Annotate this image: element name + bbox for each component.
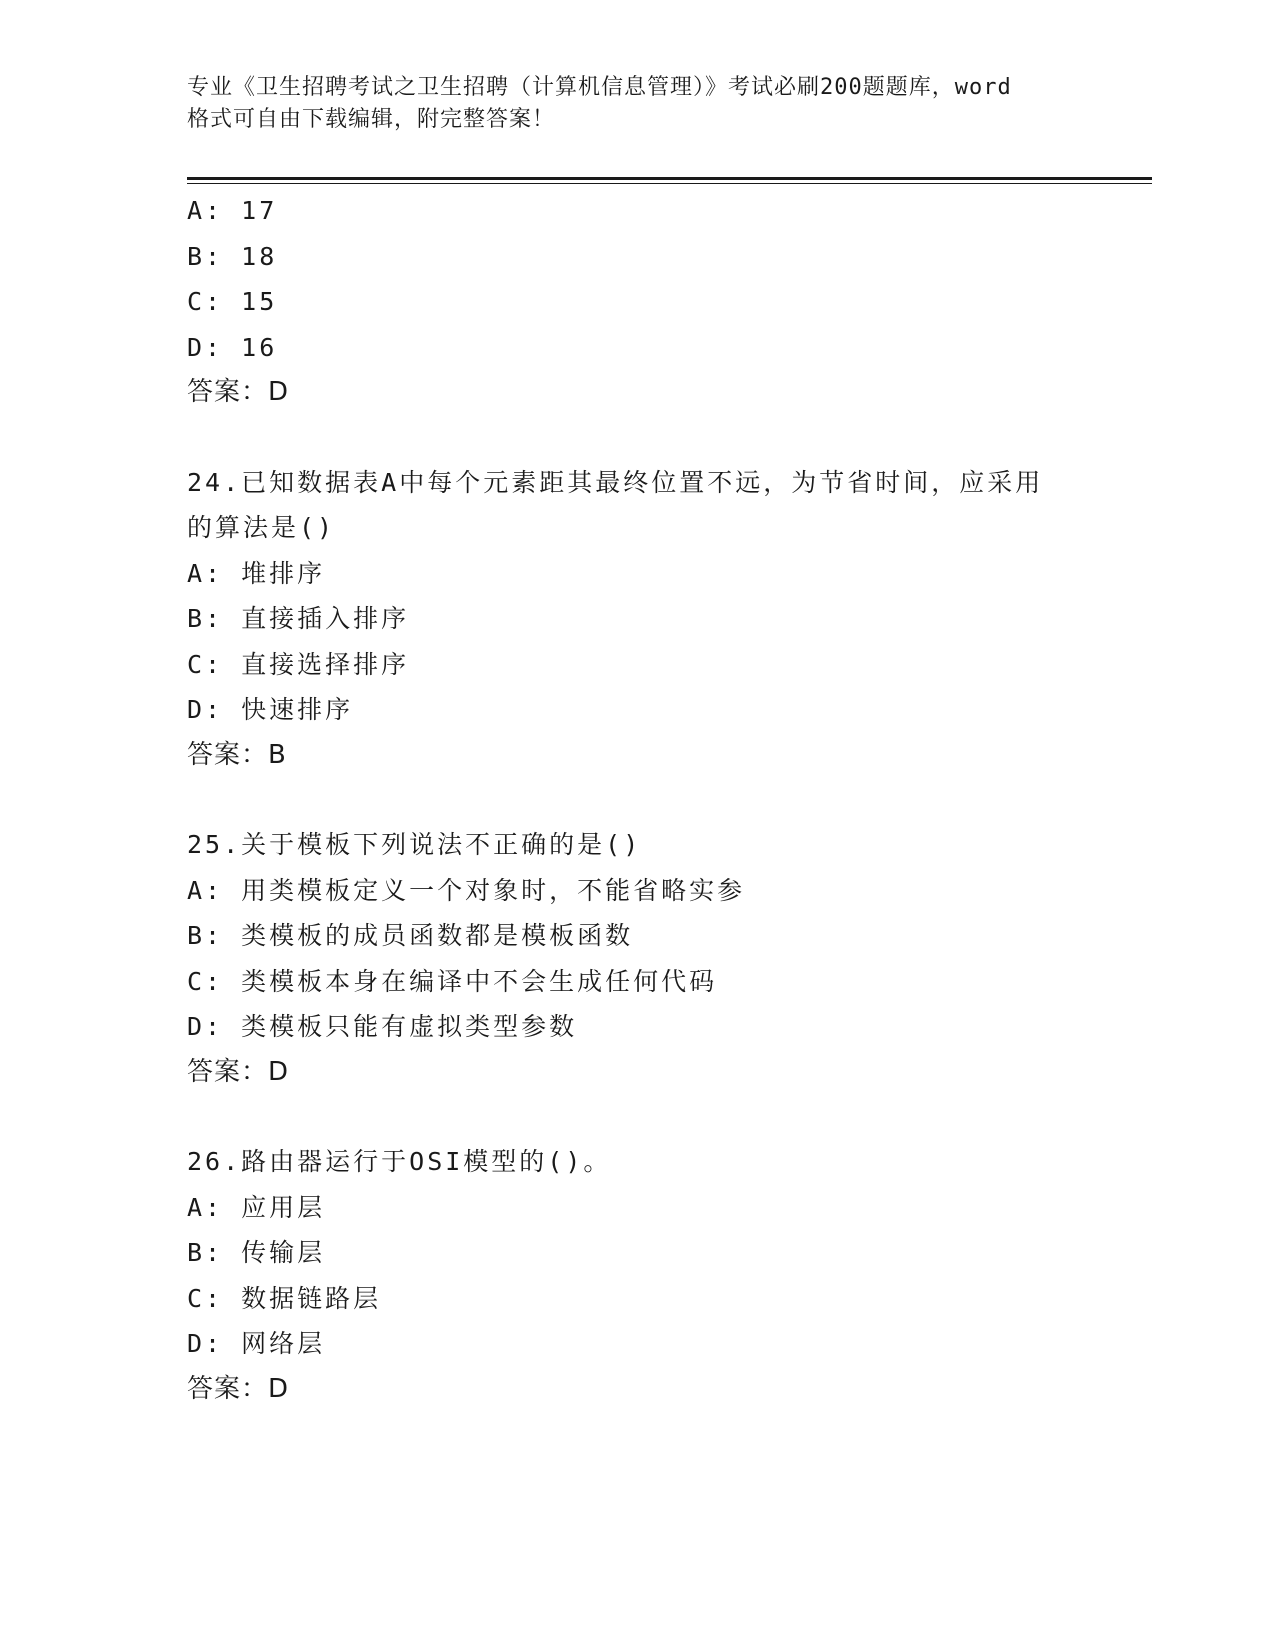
header-divider-thick: [187, 177, 1152, 180]
answer: 答案：D: [187, 377, 290, 407]
option-d: D: 16: [187, 332, 278, 362]
spacer: [187, 778, 1087, 822]
spacer: [187, 416, 1087, 460]
question-25: [187, 822, 1087, 1095]
answer: 答案：B: [187, 739, 287, 770]
spacer: [187, 1095, 1087, 1139]
header-line-1: 专业《卫生招聘考试之卫生招聘（计算机信息管理）》考试必刷200题题库，word: [187, 75, 1012, 100]
option-d: D: 类模板只能有虚拟类型参数: [187, 1012, 578, 1041]
option-c: C: 数据链路层: [187, 1283, 382, 1313]
option-c: C: 类模板本身在编译中不会生成任何代码: [187, 966, 718, 996]
answer: 答案：D: [187, 1056, 290, 1087]
option-b: B: 传输层: [187, 1238, 326, 1267]
option-b: B: 18: [187, 241, 278, 271]
option-d: D: 网络层: [187, 1329, 326, 1358]
option-b: B: 类模板的成员函数都是模板函数: [187, 921, 634, 950]
question-26: [187, 1139, 1087, 1412]
option-a: A: 用类模板定义一个对象时，不能省略实参: [187, 875, 746, 905]
document-body: [187, 188, 1087, 1412]
question-text-continued: 的算法是(): [187, 513, 336, 542]
question-text: 25.关于模板下列说法不正确的是(): [187, 830, 642, 859]
option-c: C: 15: [187, 287, 278, 316]
question-text: 24.已知数据表A中每个元素距其最终位置不远，为节省时间，应采用: [187, 467, 1044, 497]
option-a: A: 17: [187, 196, 278, 225]
option-b: B: 直接插入排序: [187, 604, 410, 633]
document-header: [187, 72, 1087, 136]
header-divider-thin: [187, 183, 1152, 184]
answer: 答案：D: [187, 1373, 290, 1404]
option-c: C: 直接选择排序: [187, 649, 410, 679]
option-a: A: 应用层: [187, 1192, 326, 1222]
option-a: A: 堆排序: [187, 558, 326, 588]
question-24: [187, 460, 1087, 779]
option-d: D: 快速排序: [187, 695, 354, 724]
question-text: 26.路由器运行于OSI模型的()。: [187, 1147, 612, 1176]
question-23: [187, 188, 1087, 416]
header-line-2: 格式可自由下载编辑，附完整答案！: [187, 107, 556, 132]
